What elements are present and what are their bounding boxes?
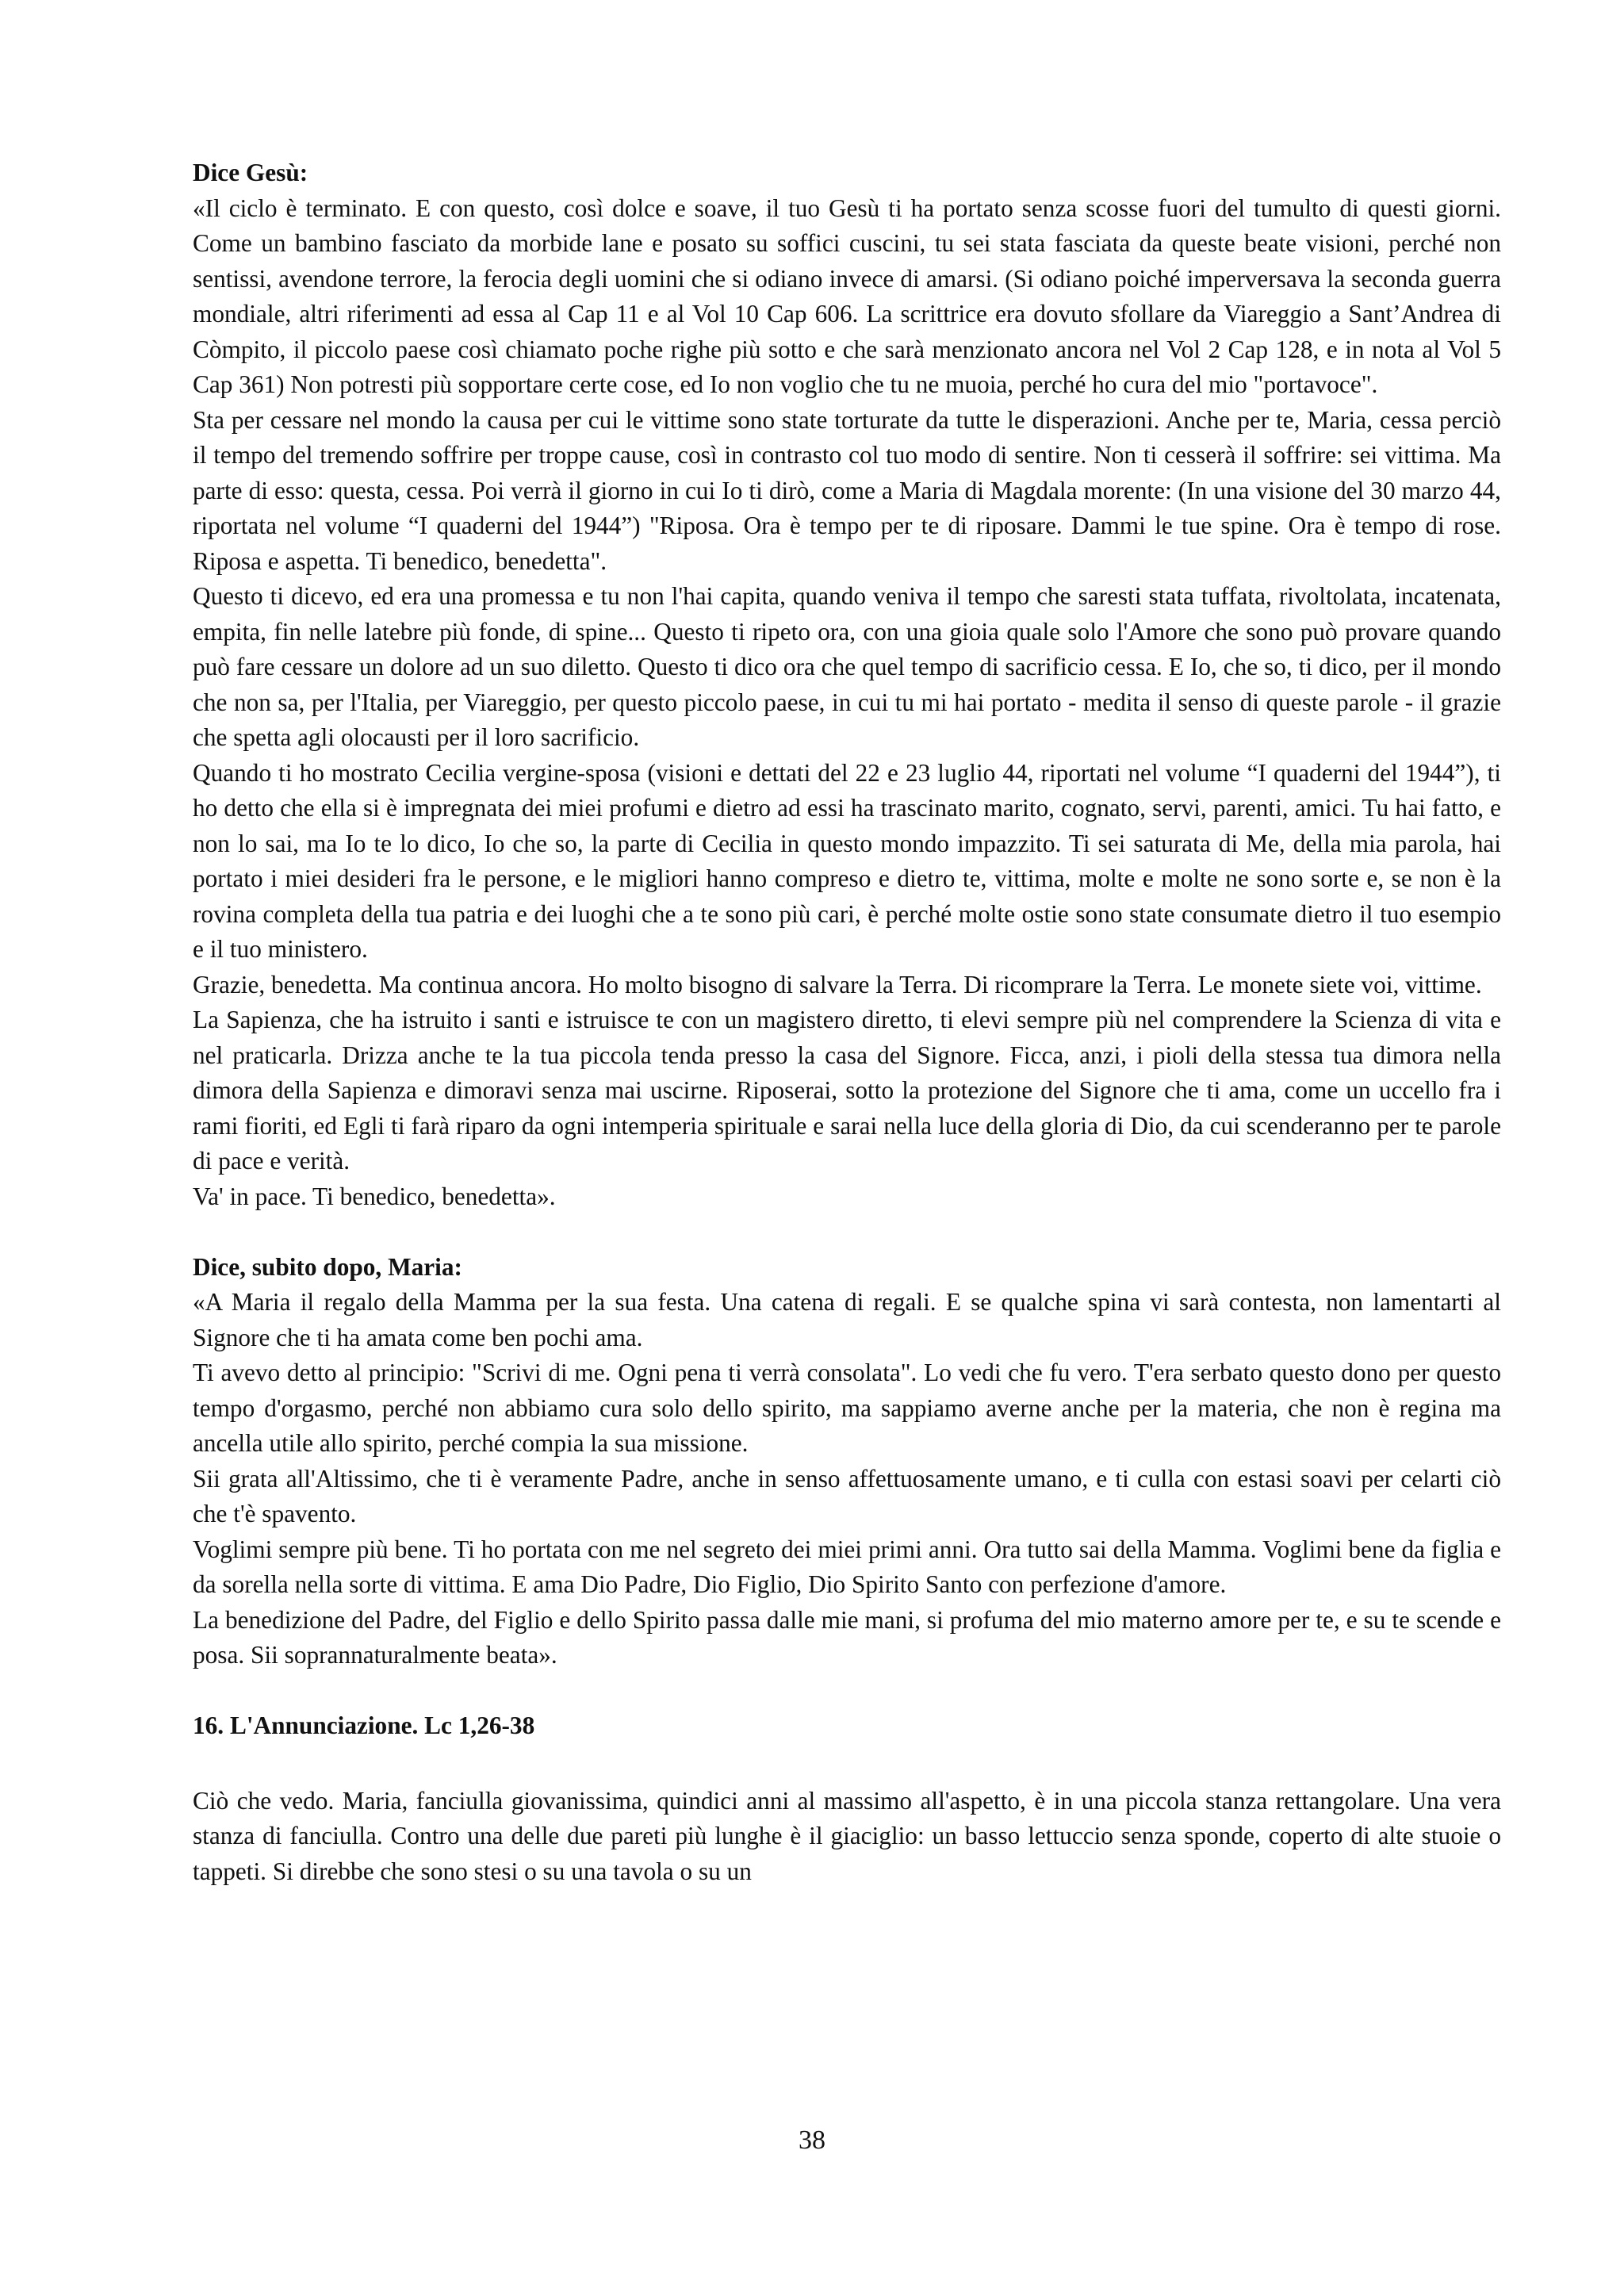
paragraph: «A Maria il regalo della Mamma per la sua festa. Una catena di regali. E se qualche spina vi sarà contesta, non lamentarti al Signore che ti ha amata come ben pochi ama. <box>193 1288 1501 1351</box>
paragraph: Quando ti ho mostrato Cecilia vergine-sposa (visioni e dettati del 22 e 23 luglio 44, riportati nel volume “I quaderni del 1944”), ti ho detto che ella si è impregnata dei miei profumi e dietro ad essi ha trascinato marito, cognato, servi, parenti, amici. Tu hai fatto, e non lo sai, ma Io te lo dico, Io che so, la parte di Cecilia in questo mondo impazzito. Ti sei saturata di Me, della mia parola, hai portato i miei desideri fra le persone, e le migliori hanno compreso e dietro te, vittima, molte e molte ne sono sorte e, se non è la rovina completa della tua patria e dei luoghi che a te sono più cari, è perché molte ostie sono state consumate dietro il tuo esempio e il tuo ministero. <box>193 758 1501 963</box>
spacer <box>193 1744 1501 1784</box>
spacer <box>193 1673 1501 1709</box>
page-number: 38 <box>799 2125 825 2155</box>
spacer <box>193 1214 1501 1250</box>
paragraph: Sta per cessare nel mondo la causa per cui le vittime sono state torturate da tutte le disperazioni. Anche per te, Maria, cessa perciò il tempo del tremendo soffrire per troppe cause, così in contrasto col tuo modo di sentire. Non ti cesserà il soffrire: sei vittima. Ma parte di esso: questa, cessa. Poi verrà il giorno in cui Io ti dirò, come a Maria di Magdala morente: (In una visione del 30 marzo 44, riportata nel volume “I quaderni del 1944”) "Riposa. Ora è tempo per te di riposare. Dammi le tue spine. Ora è tempo di rose. Riposa e aspetta. Ti benedico, benedetta". <box>193 405 1501 575</box>
paragraph: Ciò che vedo. Maria, fanciulla giovanissima, quindici anni al massimo all'aspetto, è in una piccola stanza rettangolare. Una vera stanza di fanciulla. Contro una delle due pareti più lunghe è il giaciglio: un basso lettuccio senza sponde, coperto di alte stuoie o tappeti. Si direbbe che sono stesi o su una tavola o su un <box>193 1786 1501 1885</box>
section-heading-maria: Dice, subito dopo, Maria: <box>193 1252 462 1281</box>
paragraph: Voglimi sempre più bene. Ti ho portata con me nel segreto dei miei primi anni. Ora tutto sai della Mamma. Voglimi bene da figlia e da sorella nella sorte di vittima. E ama Dio Padre, Dio Figlio, Dio Spirito Santo con perfezione d'amore. <box>193 1535 1501 1598</box>
paragraph: La benedizione del Padre, del Figlio e dello Spirito passa dalle mie mani, si profuma del mio materno amore per te, e su te scende e posa. Sii soprannaturalmente beata». <box>193 1605 1501 1669</box>
chapter-title: 16. L'Annunciazione. Lc 1,26-38 <box>193 1711 535 1739</box>
paragraph: Questo ti dicevo, ed era una promessa e tu non l'hai capita, quando veniva il tempo che saresti stata tuffata, rivoltolata, incatenata, empita, fin nelle latebre più fonde, di spine... Questo ti ripeto ora, con una gioia quale solo l'Amore che sono può provare quando può fare cessare un dolore ad un suo diletto. Questo ti dico ora che quel tempo di sacrificio cessa. E Io, che so, ti dico, per il mondo che non sa, per l'Italia, per Viareggio, per questo piccolo paese, in cui tu mi hai portato - medita il senso di queste parole - il grazie che spetta agli olocausti per il loro sacrificio. <box>193 582 1501 751</box>
section-heading-gesu: Dice Gesù: <box>193 159 308 186</box>
paragraph: Grazie, benedetta. Ma continua ancora. Ho molto bisogno di salvare la Terra. Di ricomprare la Terra. Le monete siete voi, vittime. <box>193 970 1482 999</box>
document-page <box>193 155 1501 1889</box>
paragraph: Va' in pace. Ti benedico, benedetta». <box>193 1182 556 1210</box>
paragraph: Sii grata all'Altissimo, che ti è veramente Padre, anche in senso affettuosamente umano, e ti culla con estasi soavi per celarti ciò che t'è spavento. <box>193 1464 1501 1527</box>
paragraph: «Il ciclo è terminato. E con questo, così dolce e soave, il tuo Gesù ti ha portato senza scosse fuori del tumulto di questi giorni. Come un bambino fasciato da morbide lane e posato su soffici cuscini, tu sei stata fasciata da queste beate visioni, perché non sentissi, avendone terrore, la ferocia degli uomini che si odiano invece di amarsi. (Si odiano poiché imperversava la seconda guerra mondiale, altri riferimenti ad essa al Cap 11 e al Vol 10 Cap 606. La scrittrice era dovuto sfollare da Viareggio a Sant’Andrea di Còmpito, il piccolo paese così chiamato poche righe più sotto e che sarà menzionato ancora nel Vol 2 Cap 128, e in nota al Vol 5 Cap 361) Non potresti più sopportare certe cose, ed Io non voglio che tu ne muoia, perché ho cura del mio "portavoce". <box>193 194 1501 398</box>
paragraph: Ti avevo detto al principio: "Scrivi di me. Ogni pena ti verrà consolata". Lo vedi che fu vero. T'era serbato questo dono per questo tempo d'orgasmo, perché non abbiamo cura solo dello spirito, ma sappiamo averne anche per la materia, che non è regina ma ancella utile allo spirito, perché compia la sua missione. <box>193 1359 1501 1457</box>
paragraph: La Sapienza, che ha istruito i santi e istruisce te con un magistero diretto, ti elevi sempre più nel comprendere la Scienza di vita e nel praticarla. Drizza anche te la tua piccola tenda presso la casa del Signore. Ficca, anzi, i pioli della stessa tua dimora nella dimora della Sapienza e dimoravi senza mai uscirne. Riposerai, sotto la protezione del Signore che ti ama, come un uccello fra i rami fioriti, ed Egli ti farà riparo da ogni intemperia spirituale e sarai nella luce della gloria di Dio, da cui scenderanno per te parole di pace e verità. <box>193 1006 1501 1175</box>
